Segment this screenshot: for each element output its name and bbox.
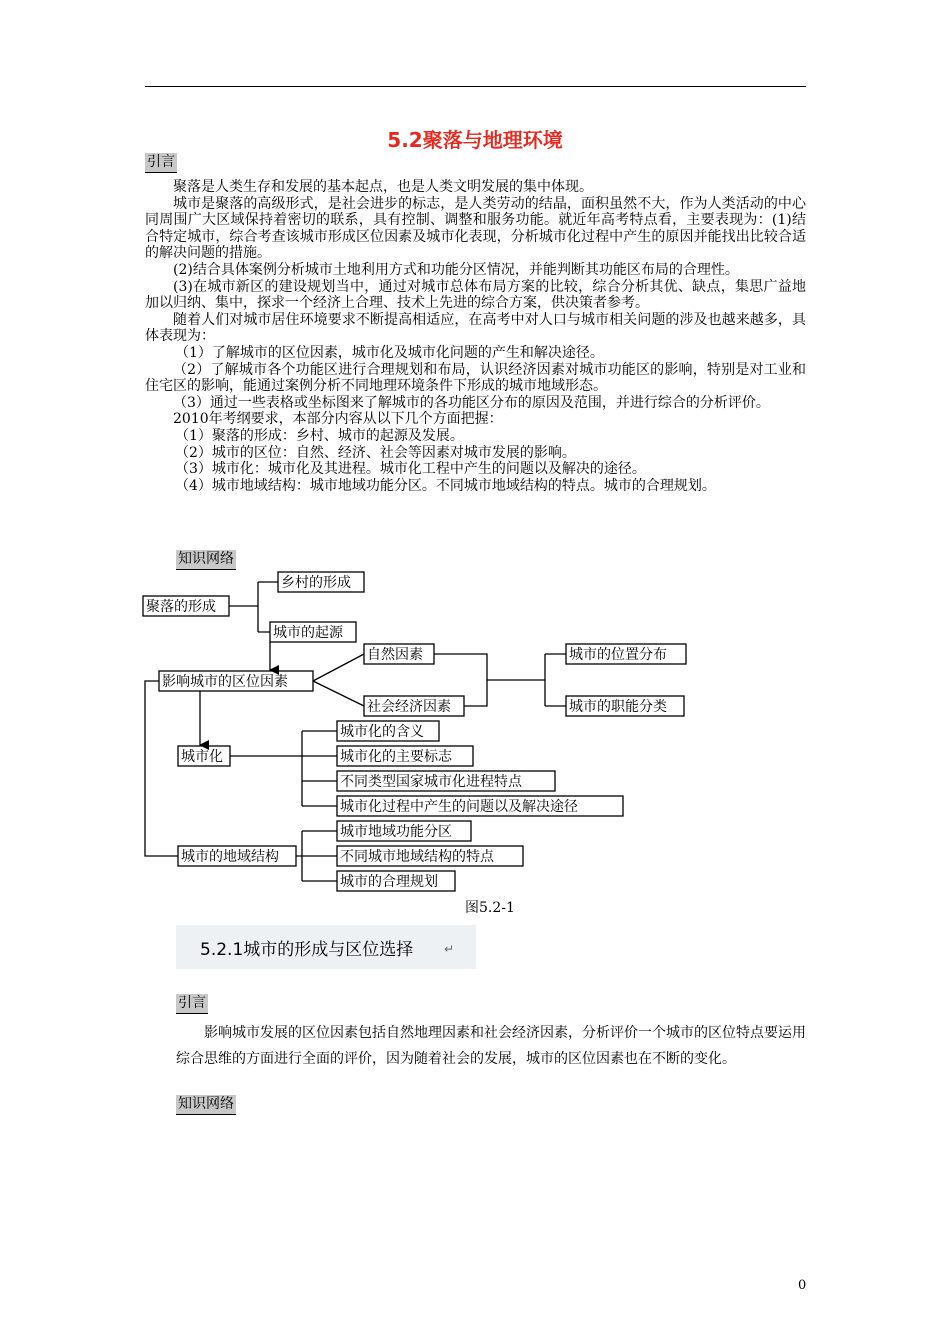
function-box: 城市的职能分类 [569, 699, 667, 715]
intro-paragraph: (3)在城市新区的建设规划当中，通过对城市总体布局方案的比较，综合分析其优、缺点，集思广益地加以归纳、集中，探求一个经济上合理、技术上先进的综合方案，供决策者参考。 [145, 278, 806, 312]
paragraph-mark: ↵ [443, 942, 454, 956]
figure-caption: 图5.2-1 [465, 900, 515, 916]
knowledge-network-tag: 知识网络 [176, 550, 236, 570]
intro-paragraph: 随着人们对城市居住环境要求不断提高相适应，在高考中对人口与城市相关问题的涉及也越来越多，具体表现为： [145, 311, 806, 345]
structure-item: 城市地域功能分区 [340, 824, 452, 840]
settlement-box: 聚落的形成 [146, 599, 216, 615]
natural-factors-box: 自然因素 [367, 647, 423, 663]
structure-item: 城市的合理规划 [340, 874, 438, 890]
intro-paragraph: （4）城市地域结构：城市地域功能分区。不同城市地域结构的特点。城市的合理规划。 [175, 477, 716, 494]
urbanization-item: 城市化的主要标志 [340, 749, 452, 765]
city-origin-box: 城市的起源 [273, 625, 343, 641]
section-heading: 5.2.1城市的形成与区位选择 [200, 940, 414, 960]
intro-paragraph: （3）通过一些表格或坐标图来了解城市的各功能区分布的原因及范围，并进行综合的分析评价。 [173, 394, 770, 411]
intro-paragraph: 城市是聚落的高级形式，是社会进步的标志，是人类劳动的结晶，面积虽然不大，作为人类活动的中心同周围广大区域保持着密切的联系，具有控制、调整和服务功能。就近年高考特点看，主要表现为：(1)结合特定城市，综合考查该城市形成区位因素及城市化表现，分析城市化过程中产生的原因并能找出比较合适的解决问题的措施。 [145, 195, 806, 262]
intro2-tag: 引言 [176, 994, 208, 1014]
urbanization-item: 城市化过程中产生的问题以及解决途径 [340, 799, 578, 815]
location-factors-box: 影响城市的区位因素 [162, 674, 288, 690]
intro2-text [176, 1020, 806, 1072]
intro-paragraph: 2010年考纲要求，本部分内容从以下几个方面把握： [173, 411, 503, 428]
intro-paragraph: （1）了解城市的区位因素，城市化及城市化问题的产生和解决途径。 [175, 344, 604, 361]
intro-paragraph: （3）城市化：城市化及其进程。城市化工程中产生的问题以及解决的途径。 [175, 461, 646, 478]
village-box: 乡村的形成 [281, 575, 351, 591]
urbanization-item: 城市化的含义 [340, 724, 424, 740]
knowledge-network2-tag: 知识网络 [176, 1095, 236, 1115]
intro2-paragraph: 影响城市发展的区位因素包括自然地理因素和社会经济因素，分析评价一个城市的区位特点要运用综合思维的方面进行全面的评价，因为随着社会的发展，城市的区位因素也在不断的变化。 [176, 1025, 806, 1067]
urbanization-box: 城市化 [181, 749, 223, 765]
intro-tag: 引言 [145, 153, 177, 173]
socioeconomic-factors-box: 社会经济因素 [367, 699, 451, 715]
urbanization-item: 不同类型国家城市化进程特点 [340, 774, 522, 790]
page-title: 5.2聚落与地理环境 [387, 128, 563, 152]
structure-item: 不同城市地域结构的特点 [340, 849, 494, 865]
section-heading-block [176, 925, 476, 969]
distribution-box: 城市的位置分布 [569, 647, 667, 663]
intro-paragraph: 聚落是人类生存和发展的基本起点，也是人类文明发展的集中体现。 [173, 179, 593, 195]
page-number: 0 [798, 1278, 807, 1293]
intro-paragraph: （2）城市的区位：自然、经济、社会等因素对城市发展的影响。 [175, 444, 576, 461]
structure-box: 城市的地域结构 [181, 849, 279, 865]
intro-paragraph: （2）了解城市各个功能区进行合理规划和布局，认识经济因素对城市功能区的影响，特别是对工业和住宅区的影响，能通过案例分析不同地理环境条件下形成的城市地域形态。 [145, 361, 806, 395]
intro-paragraph: (2)结合具体案例分析城市土地利用方式和功能分区情况，并能判断其功能区布局的合理性。 [173, 261, 739, 278]
intro-paragraph: （1）聚落的形成：乡村、城市的起源及发展。 [175, 427, 464, 444]
